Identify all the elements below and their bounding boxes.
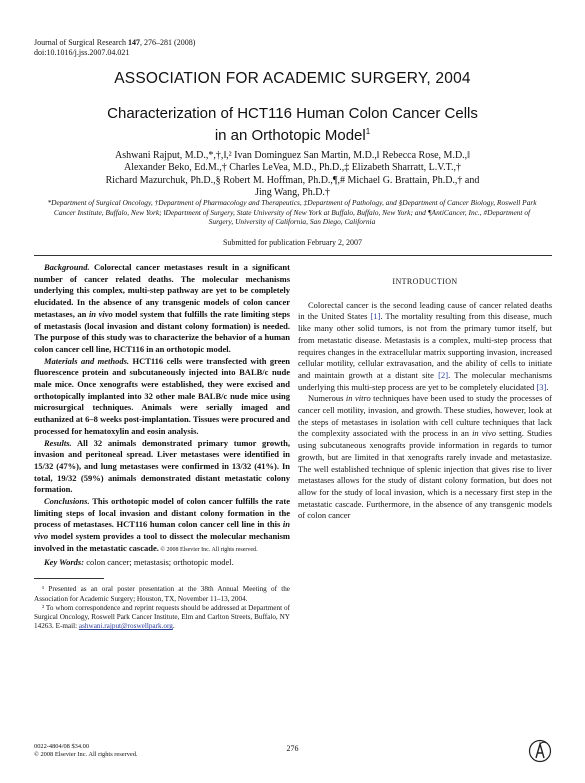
footnote-divider xyxy=(34,578,104,579)
article-title xyxy=(60,105,525,145)
publisher-logo-icon xyxy=(528,738,552,766)
issn: 0022-4804/08 $34.00 xyxy=(34,743,90,750)
background-label: Background. xyxy=(44,262,90,272)
right-column xyxy=(298,262,552,522)
journal-name: Journal of Surgical Research xyxy=(34,38,129,47)
footnote-1: ¹ Presented as an oral poster presentation at the 38th Annual Meeting of the Association for Academic Surgery; Houston, TX, November 11–13, 2004. xyxy=(34,585,290,603)
citation-link[interactable]: [2] xyxy=(438,369,449,380)
results-label: Results. xyxy=(44,437,72,448)
intro-paragraph-1: Colorectal cancer is the second leading cause of cancer related deaths in the United States [1]. The mortality resulting from this disease, much like many other solid tumors, is not from the primary tumor itself, but from metastatic disease. Metastasis is a complex, multi-step process that requires changes in the extracellular matrix supporting invasion, increased cellular motility, cellular extravasation, and the ability of cells to initiate and maintain growth at a distant site [2]. The molecular mechanisms underlying this multi-step process are yet to be completely elucidated [3]. xyxy=(298,299,553,392)
footnotes xyxy=(34,585,290,631)
title-line-2: in an Orthotopic Model xyxy=(214,127,366,144)
email-link[interactable]: ashwani.rajput@roswellpark.org xyxy=(78,622,173,631)
conclusions-label: Conclusions. xyxy=(44,496,90,507)
author-list xyxy=(60,150,525,199)
abstract-conclusions: Conclusions. This orthotopic model of colon cancer fulfills the rate limiting steps of local invasion and distant colony formation in the process of metastases. HCT116 human colon cancer cell line in this in vivo model system provides a tool to dissect the molecular mechanism involved in the metastatic cascade. © 2008 Elsevier Inc. All rights reserved. xyxy=(34,496,290,553)
footnote-2: ² To whom correspondence and reprint requests should be addressed at Department of Surgical Oncology, Roswell Park Cancer Institute, Elm and Carlton Streets, Buffalo, NY 14263. E-mail: ashwani.rajput@roswellpark.org. xyxy=(34,603,290,631)
journal-volume: 147 xyxy=(128,38,141,47)
submission-date: Submitted for publication February 2, 2007 xyxy=(222,238,363,247)
abstract-results: Results. All 32 animals demonstrated primary tumor growth, invasion and peritoneal spread. Liver metastases were identified in 15/32 (47%), and lung metastases were confirmed in 13/32 (41%). In total, 19/32 (59%) animals demonstrated distant metastatic colony formation. xyxy=(34,437,290,495)
citation-link[interactable]: [1] xyxy=(370,311,381,322)
affiliations: *Department of Surgical Oncology, †Department of Pharmacology and Therapeutics, ‡Department of Pathology, and §Department of Cancer Biology, Roswell Park Cancer Institute, Buffalo, New York; ‖Department of Surgery, State University of New York at Buffalo, Buffalo, New York; and ¶AntiCancer, Inc., #Department of Surgery, University of California, San Diego, California xyxy=(47,198,537,227)
author-line: Jing Wang, Ph.D.† xyxy=(255,186,330,198)
abstract-copyright: © 2008 Elsevier Inc. All rights reserved. xyxy=(158,546,258,553)
title-line-1: Characterization of HCT116 Human Colon Cancer Cells xyxy=(107,105,478,122)
header-divider xyxy=(34,255,552,256)
section-heading-introduction: INTRODUCTION xyxy=(392,277,458,286)
methods-label: Materials and methods. xyxy=(44,355,130,366)
author-line: Richard Mazurchuk, Ph.D.,§ Robert M. Hoffman, Ph.D.,¶,# Michael G. Brattain, Ph.D.,† and xyxy=(105,174,480,186)
doi[interactable]: doi:10.1016/j.jss.2007.04.021 xyxy=(34,48,130,57)
author-line: Alexander Beko, Ed.M.,† Charles LeVea, M.D., Ph.D.,‡ Elizabeth Sharratt, L.V.T.,† xyxy=(123,162,462,174)
left-column xyxy=(34,262,290,632)
abstract-background: Background. Colorectal cancer metastases result in a significant number of cancer related deaths. The molecular mechanisms underlying this complex, multi-step pathway are yet to be completely elucidated. In the absence of any transgenic models of colon cancer metastases, an in vivo model system that fulfills the rate limiting steps of metastasis (local invasion and distant colony formation) is needed. The purpose of this study was to characterize the behavior of a human colon cancer cell line, HCT116 in an orthotopic model. xyxy=(34,262,290,354)
abstract xyxy=(34,262,290,557)
journal-citation xyxy=(34,38,195,58)
society-heading: ASSOCIATION FOR ACADEMIC SURGERY, 2004 xyxy=(114,70,471,87)
page-number: 276 xyxy=(286,744,299,753)
abstract-methods: Materials and methods. HCT116 cells were transfected with green fluorescence protein and subcutaneously injected into BALB/c nude male mice. Once xenografts were established, they were excised and orthotopically implanted into 32 other male BALB/c nude mice using microsurgical techniques. Animals were serially imaged and euthanized at 6–8 weeks post-implantation. Tissues were procured and processed for hematoxylin and eosin analysis. xyxy=(34,355,290,436)
publisher-copyright: © 2008 Elsevier Inc. All rights reserved. xyxy=(34,751,138,759)
title-footnote-marker[interactable]: 1 xyxy=(365,127,371,136)
intro-paragraph-2: Numerous in vitro techniques have been used to study the processes of cancer cell motility, invasion, and growth. These studies, however, look at the steps of metastases in isolation with cell culture techniques that lack the complexity associated with the process in an in vivo setting. Studies using subcutaneous xenografts provide information in regards to tumor growth, but are limited in that xenografts rarely invade and metastasize. The well established technique of splenic injection that gives rise to liver metastases allows for the study of distant colony formation, but does not allow for the study of local invasion, which is a necessary first step in the metastatic cascade. Furthermore, in the absence of any transgenic models of colon cancer xyxy=(298,393,553,521)
keywords: Key Words: colon cancer; metastasis; orthotopic model. xyxy=(44,556,234,567)
author-line: Ashwani Rajput, M.D.,*,†,‖,² Ivan Dominguez San Martin, M.D.,‖ Rebecca Rose, M.D.,‖ xyxy=(115,150,470,161)
citation-link[interactable]: [3] xyxy=(536,381,547,392)
journal-pages: , 276–281 (2008) xyxy=(140,38,196,47)
